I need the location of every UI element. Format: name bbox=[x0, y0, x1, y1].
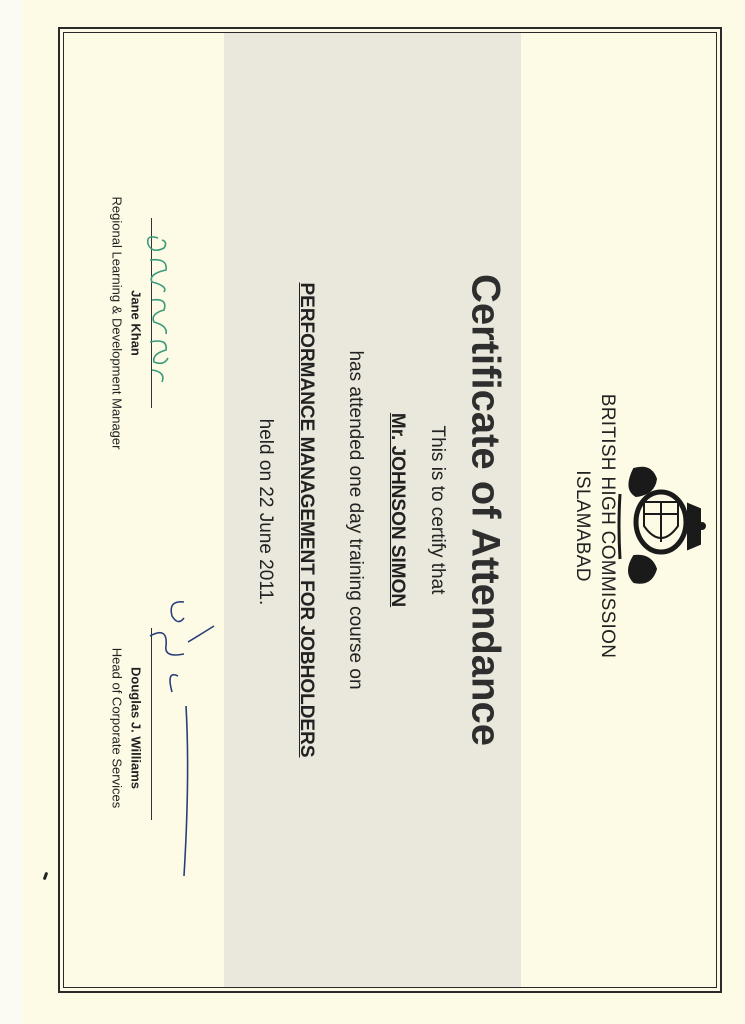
attendance-statement: has attended one day training course on bbox=[345, 350, 366, 690]
course-date: held on 22 June 2011. bbox=[255, 418, 276, 606]
signatory-role-1: Regional Learning & Development Manager bbox=[109, 196, 125, 450]
royal-coat-of-arms-icon bbox=[616, 464, 706, 589]
certify-intro: This is to certify that bbox=[427, 425, 448, 595]
signatory-name-2: Douglas J. Williams bbox=[128, 667, 144, 789]
recipient-name: Mr. JOHNSON SIMON bbox=[387, 412, 408, 608]
certificate-title: Certificate of Attendance bbox=[463, 274, 508, 746]
organization-name: BRITISH HIGH COMMISSION bbox=[597, 393, 618, 659]
course-name: PERFORMANCE MANAGEMENT FOR JOBHOLDERS bbox=[296, 282, 317, 758]
signatory-role-2: Head of Corporate Services bbox=[109, 647, 125, 809]
organization-city: ISLAMABAD bbox=[572, 470, 593, 582]
signatory-name-1: Jane Khan bbox=[128, 290, 144, 356]
handwritten-signature-blue-icon bbox=[138, 596, 218, 881]
handwritten-signature-green-icon bbox=[138, 230, 178, 390]
